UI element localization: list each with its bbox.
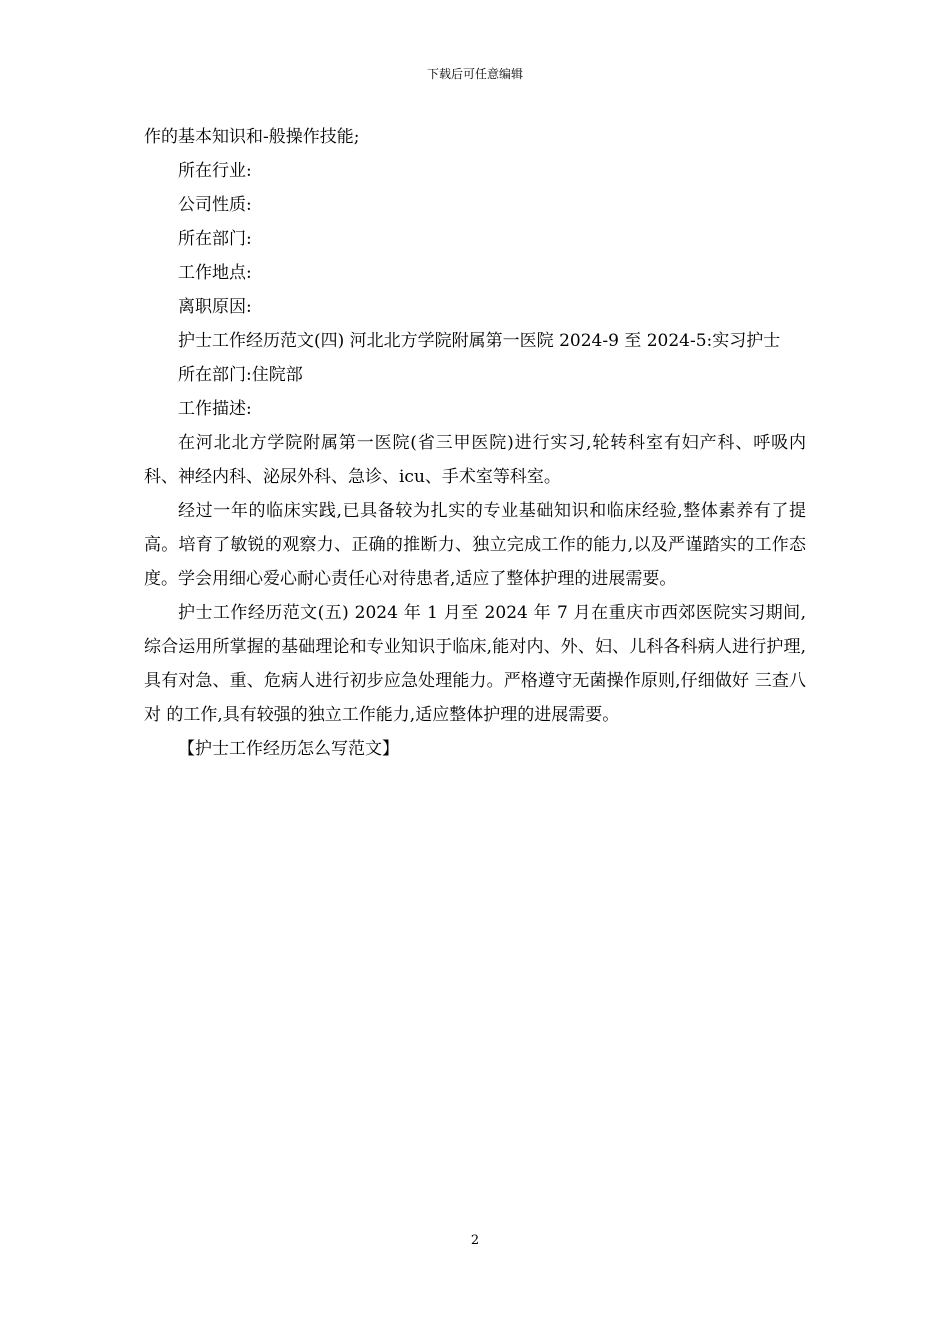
example-five: 护士工作经历范文(五) 2024 年 1 月至 2024 年 7 月在重庆市西郊医院实习期间,综合运用所掌握的基础理论和专业知识于临床,能对内、外、妇、儿科各科病人进行护理,具有对急、重、危病人进行初步应急处理能力。严格遵守无菌操作原则,仔细做好 三查八对 的工作,具有较强的独立工作能力,适应整体护理的进展需要。 xyxy=(144,603,806,725)
field-industry: 所在行业: xyxy=(178,161,252,181)
page-header xyxy=(0,66,950,82)
paragraph-continuation: 作的基本知识和-般操作技能; xyxy=(144,127,360,147)
page-number: 2 xyxy=(470,1233,480,1248)
header-note: 下载后可任意编辑 xyxy=(426,67,523,81)
example-four-heading: 护士工作经历范文(四) 河北北方学院附属第一医院 2024-9 至 2024-5:实习护士 xyxy=(178,331,781,351)
example-four-summary: 经过一年的临床实践,已具备较为扎实的专业基础知识和临床经验,整体素养有了提高。培育了敏锐的观察力、正确的推断力、独立完成工作的能力,以及严谨踏实的工作态度。学会用细心爱心耐心责任心对待患者,适应了整体护理的进展需要。 xyxy=(144,501,806,589)
field-company-type: 公司性质: xyxy=(178,195,252,215)
document-body xyxy=(144,120,806,766)
page-footer xyxy=(0,1233,950,1249)
field-location: 工作地点: xyxy=(178,263,252,283)
closing-title: 【护士工作经历怎么写范文】 xyxy=(178,739,399,759)
example-four-rotation: 在河北北方学院附属第一医院(省三甲医院)进行实习,轮转科室有妇产科、呼吸内科、神经内科、泌尿外科、急诊、icu、手术室等科室。 xyxy=(144,433,806,487)
field-department: 所在部门: xyxy=(178,229,252,249)
field-leave-reason: 离职原因: xyxy=(178,297,252,317)
example-four-description-label: 工作描述: xyxy=(178,399,252,419)
example-four-department: 所在部门:住院部 xyxy=(178,365,303,385)
